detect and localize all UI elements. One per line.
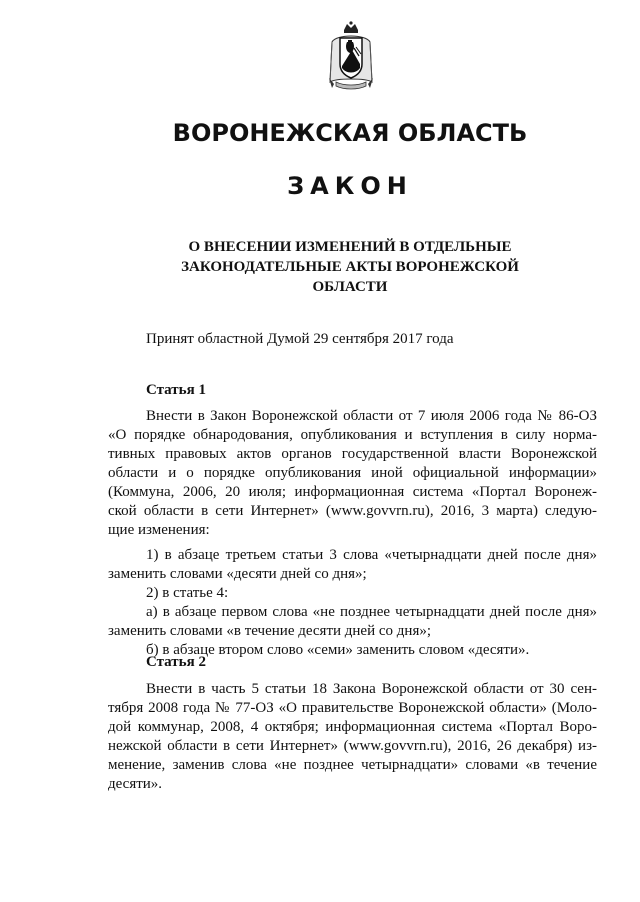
law-title-line: ЗАКОНОДАТЕЛЬНЫЕ АКТЫ ВОРОНЕЖСКОЙ bbox=[181, 259, 519, 275]
text-line: 2) в статье 4: bbox=[146, 585, 229, 601]
text-line: тивных правовых актов органов государственной власти Воронежской bbox=[108, 446, 597, 462]
text-line: Внести в часть 5 статьи 18 Закона Воронежской области от 30 сен- bbox=[146, 681, 597, 697]
law-document-type: ЗАКОН bbox=[287, 172, 413, 200]
text-line: а) в абзаце первом слова «не позднее четырнадцати дней после дня» bbox=[146, 604, 597, 620]
text-line: Внести в Закон Воронежской области от 7 июля 2006 года № 86-ОЗ bbox=[146, 408, 597, 424]
coat-of-arms-emblem bbox=[326, 20, 376, 92]
law-title-line: О ВНЕСЕНИИ ИЗМЕНЕНИЙ В ОТДЕЛЬНЫЕ bbox=[188, 239, 512, 255]
text-line: б) в абзаце втором слово «семи» заменить словом «десяти». bbox=[146, 642, 530, 658]
article-1-intro bbox=[108, 407, 597, 540]
text-line: тября 2008 года № 77-ОЗ «О правительстве Воронежской области» (Моло- bbox=[108, 700, 597, 716]
text-line: дой коммунар, 2008, 4 октября; информационная система «Портал Воро- bbox=[108, 719, 597, 735]
text-line: ской области в сети Интернет» (www.govvrn.ru), 2016, 3 марта) следую- bbox=[108, 503, 597, 519]
text-line: заменить словами «десяти дней со дня»; bbox=[108, 566, 367, 582]
article-2-body bbox=[108, 680, 597, 794]
text-line: (Коммуна, 2006, 20 июля; информационная система «Портал Воронеж- bbox=[108, 484, 597, 500]
text-line: «О порядке обнародования, опубликования и вступления в силу норма- bbox=[108, 427, 597, 443]
text-line: десяти». bbox=[108, 776, 163, 792]
text-line: щие изменения: bbox=[108, 522, 210, 538]
article-1-heading: Статья 1 bbox=[146, 382, 206, 398]
text-line: заменить словами «в течение десяти дней со дня»; bbox=[108, 623, 432, 639]
article-1-changes bbox=[108, 546, 597, 660]
law-title-line: ОБЛАСТИ bbox=[312, 279, 388, 295]
text-line: 1) в абзаце третьем статьи 3 слова «четырнадцати дней после дня» bbox=[146, 547, 597, 563]
text-line: области и о порядке опубликования иной официальной информации» bbox=[108, 465, 597, 481]
law-title bbox=[150, 237, 550, 297]
text-line: менение, заменив слова «не позднее четырнадцати» словами «в течение bbox=[108, 757, 597, 773]
article-2-heading: Статья 2 bbox=[146, 654, 206, 670]
adoption-date: Принят областной Думой 29 сентября 2017 года bbox=[146, 331, 454, 347]
text-line: нежской области в сети Интернет» (www.govvrn.ru), 2016, 26 декабря) из- bbox=[108, 738, 597, 754]
region-title: ВОРОНЕЖСКАЯ ОБЛАСТЬ bbox=[172, 119, 528, 147]
